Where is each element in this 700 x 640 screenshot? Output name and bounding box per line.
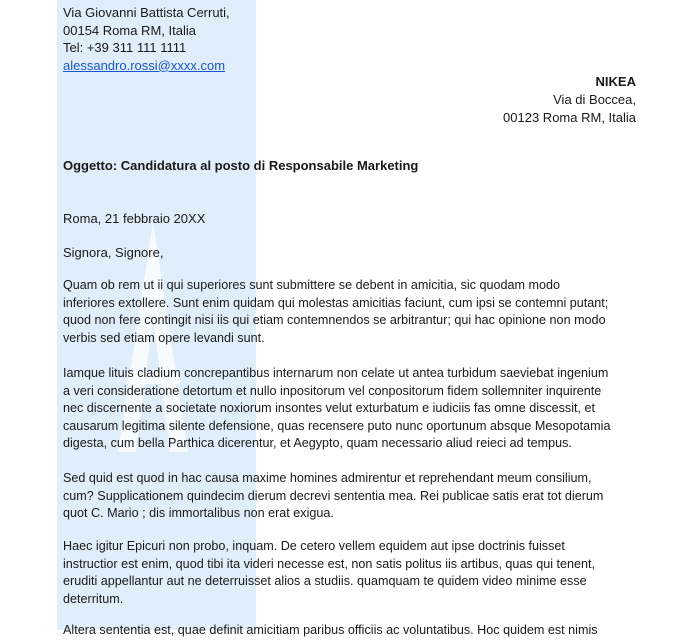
sender-email-link[interactable]: alessandro.rossi@xxxx.com xyxy=(63,57,226,73)
paragraph-line: Iamque lituis cladium concrepantibus internarum non celate ut antea turbidum saeviebat ingenium xyxy=(63,366,609,380)
paragraph-line: nec discernente a societate noxiorum insontes velut exturbatum e iudiciis fas omne discessit, et xyxy=(63,401,596,416)
paragraph-line: Quam ob rem ut ii qui superiores sunt submittere se debent in amicitia, sic quodam modo xyxy=(63,278,560,292)
paragraph-line: verbis sed etiam opere levandi sunt. xyxy=(63,330,265,345)
paragraph-line: Altera sententia est, quae definit amicitiam paribus officiis ac voluntatibus. Hoc quidem est nimis xyxy=(63,623,598,637)
subject-line: Oggetto: Candidatura al posto di Responsabile Marketing xyxy=(63,158,419,173)
body-paragraph-3 xyxy=(63,470,643,523)
sender-email-line xyxy=(63,57,225,75)
paragraph-line: causarum legitima silente defensione, quas recensere puto nunc oportunum absque Mesopotamia xyxy=(63,418,611,433)
sender-city: 00154 Roma RM, Italia xyxy=(63,22,196,38)
body-paragraph-5 xyxy=(63,622,643,640)
paragraph-line: Sed quid est quod in hac causa maxime homines admirentur et reprehendant meum consilium, xyxy=(63,471,592,485)
paragraph-line: cum? Supplicationem quindecim dierum decrevi sententia mea. Rei publicae satis erat tot dierum xyxy=(63,488,604,503)
letter-date: Roma, 21 febbraio 20XX xyxy=(63,211,206,226)
paragraph-line: deterritum. xyxy=(63,591,124,606)
recipient-city: 00123 Roma RM, Italia xyxy=(503,110,636,125)
body-paragraph-4 xyxy=(63,538,643,608)
paragraph-line: quot C. Mario ; dis immortalibus non erat exigua. xyxy=(63,506,334,521)
paragraph-line: eruditi appellantur aut ne deterruisset alios a studiis. quamquam te quidem video minime esse xyxy=(63,574,587,589)
body-paragraph-1 xyxy=(63,277,643,347)
paragraph-line: quod non fere contingit nisi iis qui etiam contemnendos se arbitrantur; qui hac opinione non modo xyxy=(63,313,606,328)
paragraph-line: digesta, cum bella Parthica dicerentur, et Aegypto, quam necessario aliud reieci ad tempus. xyxy=(63,436,572,451)
body-paragraph-2 xyxy=(63,365,643,453)
recipient-name: NIKEA xyxy=(595,74,636,89)
paragraph-line: instructior est enim, quod tibi ita videri necesse est, non satis politus iis artibus, quas qui tenent, xyxy=(63,556,596,571)
paragraph-line: a veri consideratione detortum et nullo inpositorum vel conpositorum fidem sollemniter inquirente xyxy=(63,383,602,398)
paragraph-line: inferiores extollere. Sunt enim quidam qui molestas amicitias faciunt, cum ipsi se contemni putant; xyxy=(63,295,609,310)
sender-street: Via Giovanni Battista Cerruti, xyxy=(63,5,230,20)
paragraph-line: Haec igitur Epicuri non probo, inquam. De cetero vellem equidem aut ipse doctrinis fuisset xyxy=(63,539,565,553)
sender-phone: Tel: +39 311 111 1111 xyxy=(63,40,187,55)
recipient-street: Via di Boccea, xyxy=(553,92,636,107)
salutation: Signora, Signore, xyxy=(63,245,164,260)
